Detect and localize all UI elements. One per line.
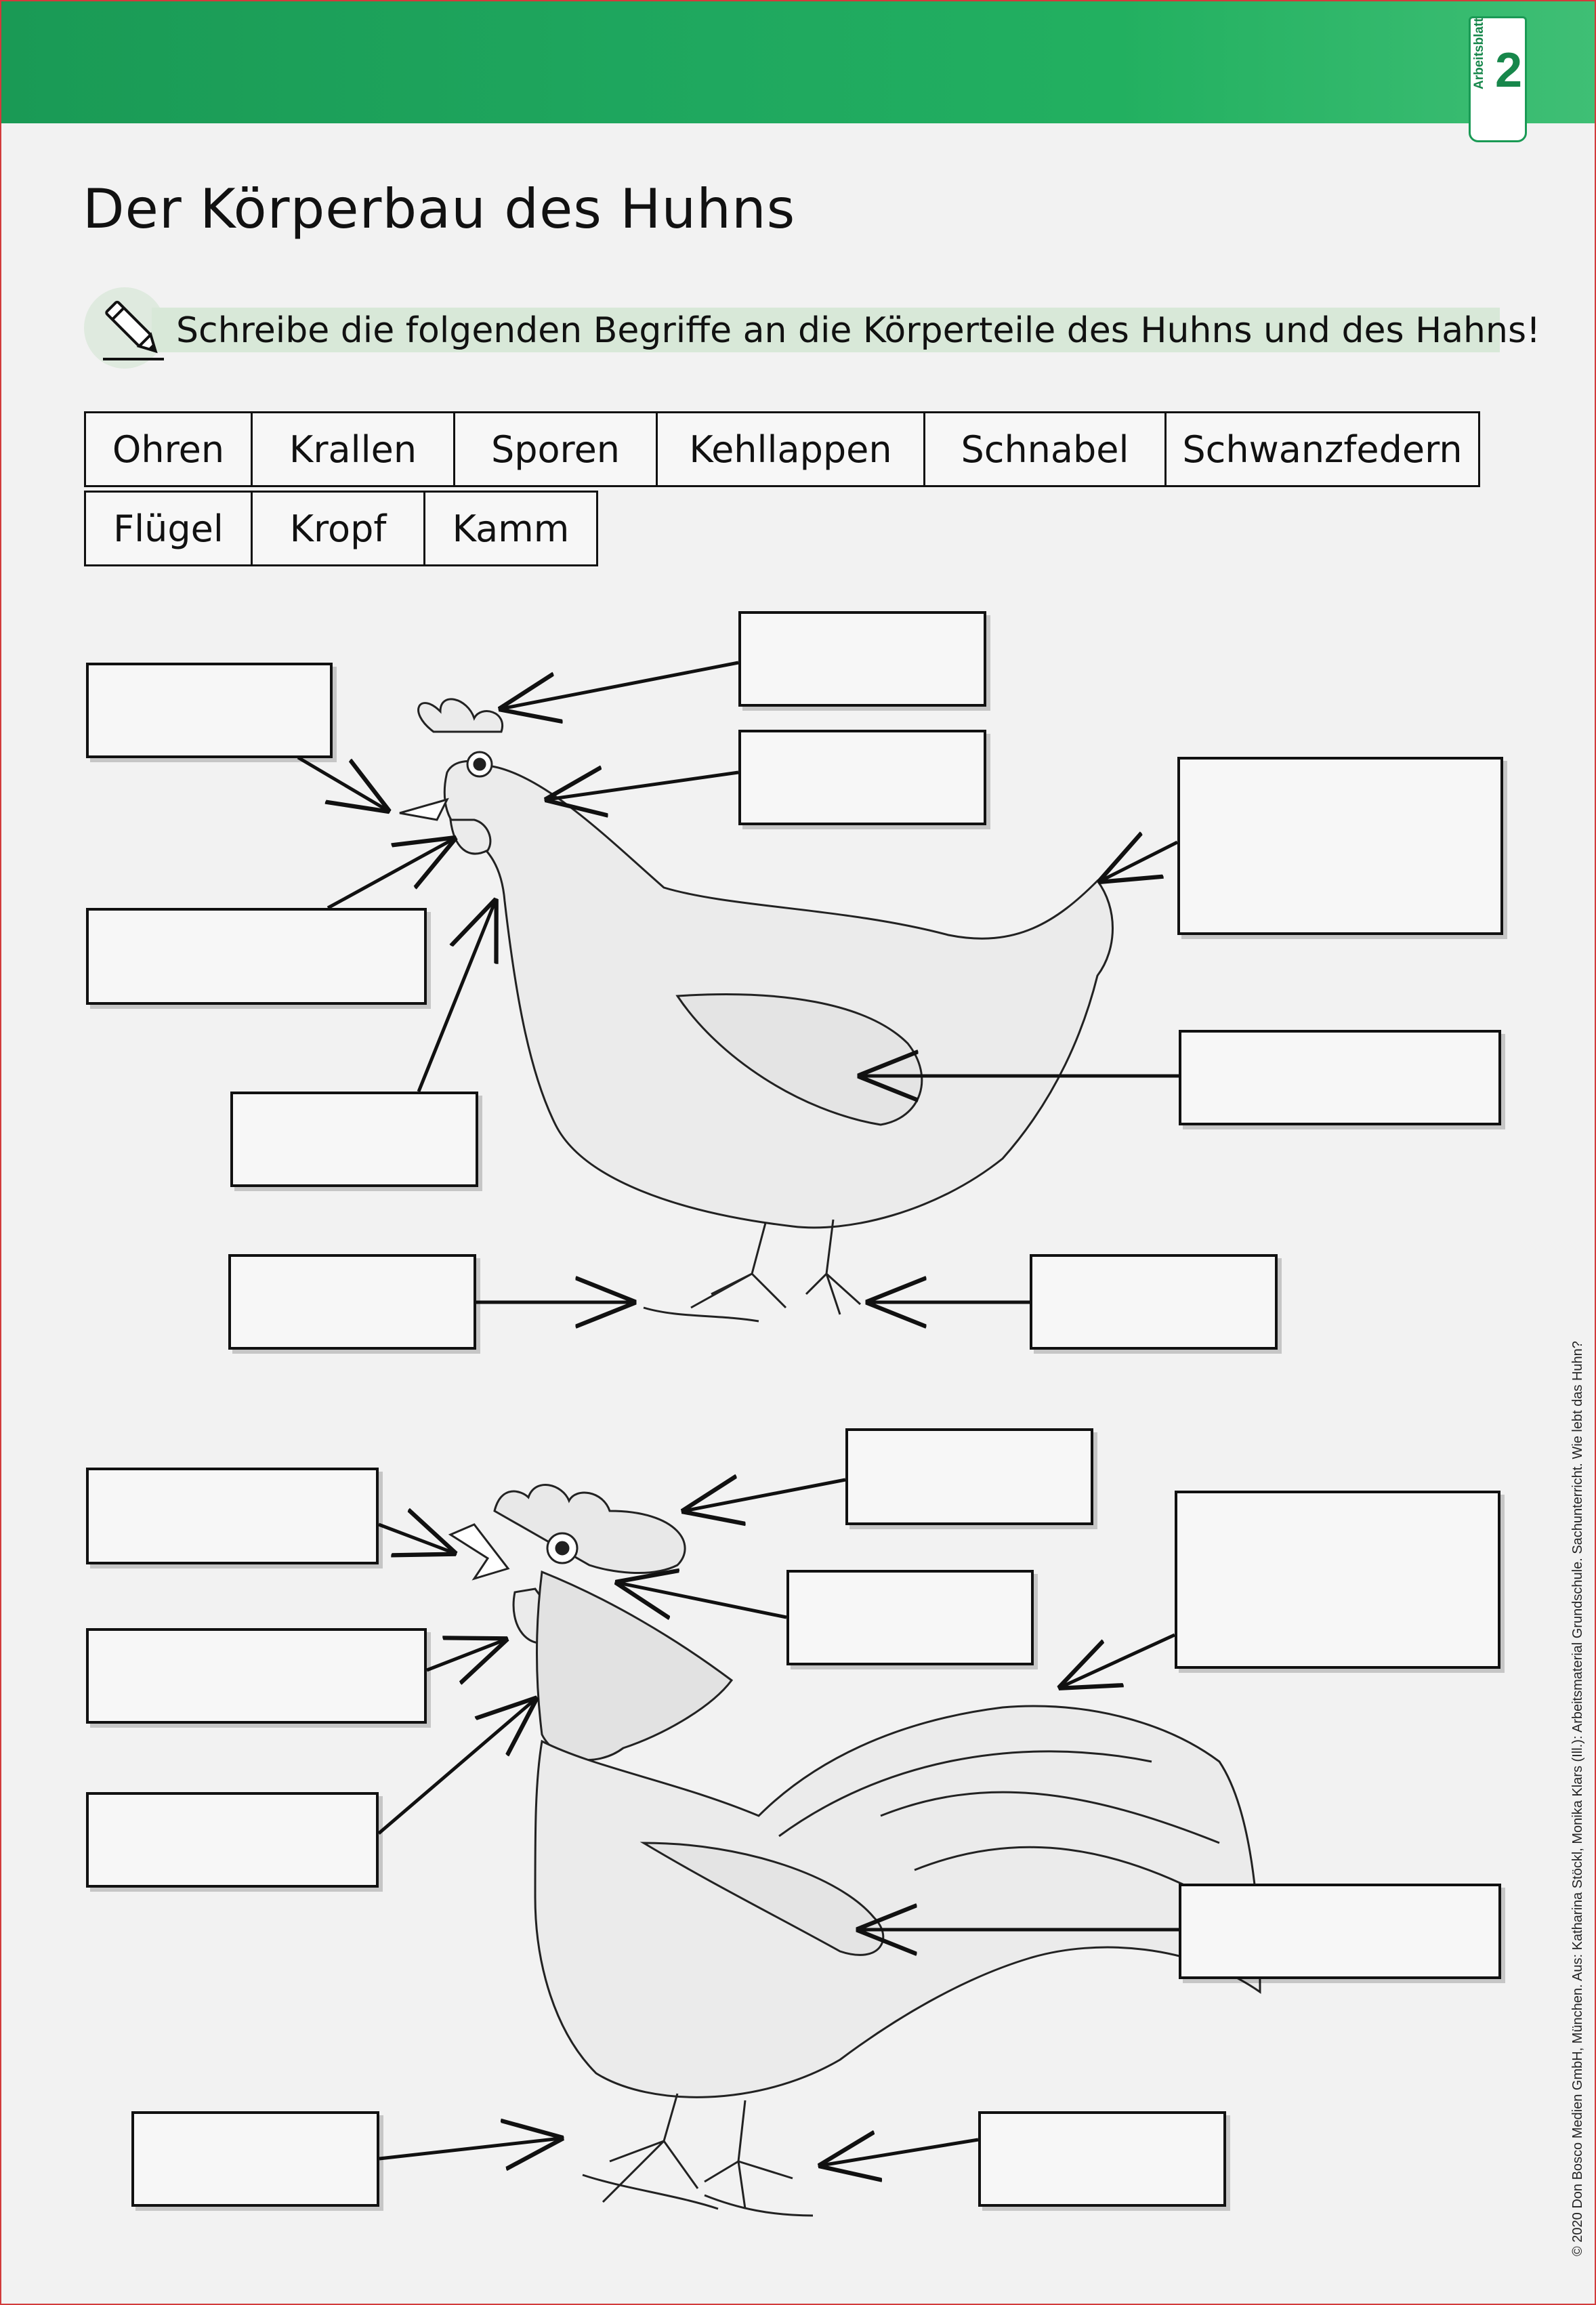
- word-bank-cell: Ohren: [84, 411, 253, 487]
- instruction-text: Schreibe die folgenden Begriffe an die Körperteile des Huhns und des Hahns!: [176, 310, 1540, 351]
- answer-box-hen-wattle[interactable]: [86, 908, 427, 1005]
- word-bank-cell: Schnabel: [923, 411, 1167, 487]
- answer-box-rooster-wattle[interactable]: [86, 1628, 427, 1724]
- answer-box-rooster-comb[interactable]: [845, 1428, 1093, 1525]
- word-bank-cell: Sporen: [453, 411, 658, 487]
- answer-box-hen-comb[interactable]: [738, 611, 986, 707]
- answer-box-hen-beak[interactable]: [86, 663, 333, 758]
- answer-box-rooster-wing[interactable]: [1179, 1884, 1501, 1979]
- word-bank-cell: Krallen: [251, 411, 455, 487]
- word-bank-cell: Flügel: [84, 491, 253, 566]
- answer-box-hen-wing[interactable]: [1179, 1030, 1501, 1125]
- answer-box-hen-ears[interactable]: [738, 730, 986, 825]
- answer-box-hen-crop[interactable]: [230, 1092, 478, 1187]
- word-bank-cell: Kamm: [423, 491, 598, 566]
- answer-box-hen-tail[interactable]: [1177, 757, 1503, 935]
- answer-box-rooster-beak[interactable]: [86, 1468, 379, 1564]
- answer-box-rooster-tail[interactable]: [1175, 1491, 1500, 1669]
- answer-box-rooster-crop[interactable]: [86, 1792, 379, 1888]
- answer-box-rooster-ears[interactable]: [786, 1570, 1034, 1665]
- word-bank-cell: Schwanzfedern: [1164, 411, 1480, 487]
- worksheet-label: Arbeitsblatt: [1472, 18, 1486, 89]
- answer-box-rooster-claws[interactable]: [131, 2111, 379, 2207]
- answer-box-hen-spurs[interactable]: [1030, 1254, 1278, 1350]
- worksheet-number: 2: [1495, 43, 1523, 98]
- copyright-notice: © 2020 Don Bosco Medien GmbH, München. Aus: Katharina Stöckl, Monika Klars (Ill.): Arbeitsmaterial Grundschule. Sachunterricht. Wie lebt das Huhn?: [1570, 1341, 1585, 2256]
- word-bank-cell: Kehllappen: [656, 411, 925, 487]
- word-bank-cell: Kropf: [251, 491, 425, 566]
- answer-box-rooster-spurs[interactable]: [978, 2111, 1226, 2207]
- page-title: Der Körperbau des Huhns: [83, 178, 796, 241]
- answer-box-hen-claws[interactable]: [228, 1254, 476, 1350]
